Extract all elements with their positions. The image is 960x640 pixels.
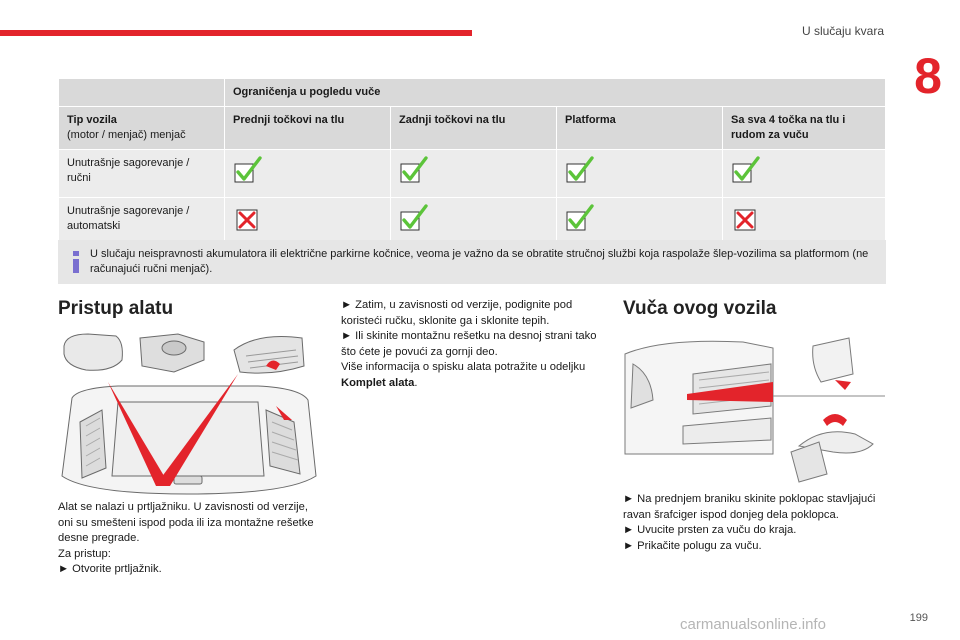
table-row xyxy=(59,198,886,246)
column-header: Prednji točkovi na tlu xyxy=(225,107,391,150)
table-group-header-row xyxy=(59,79,886,107)
mark-cell xyxy=(391,198,557,246)
paragraph xyxy=(341,360,599,391)
mark-cell xyxy=(557,198,723,246)
mark-cell xyxy=(225,198,391,246)
check-icon xyxy=(731,156,761,186)
mark-cell xyxy=(557,150,723,198)
cross-icon xyxy=(233,204,263,234)
vehicle-type-header xyxy=(59,107,225,150)
table-corner-cell xyxy=(59,79,225,107)
tool-access-steps xyxy=(341,298,599,392)
table-group-header: Ograničenja u pogledu vuče xyxy=(225,79,886,107)
mark-cell xyxy=(225,150,391,198)
column-header: Zadnji točkovi na tlu xyxy=(391,107,557,150)
mark-cell xyxy=(723,150,886,198)
check-icon xyxy=(399,156,429,186)
page-number: 199 xyxy=(909,612,928,624)
vehicle-type-subtitle: (motor / menjač) menjač xyxy=(67,129,186,141)
check-icon xyxy=(565,204,595,234)
column-header: Sa sva 4 točka na tlu i rudom za vuču xyxy=(723,107,886,150)
paragraph-text: Više informacija o spisku alata potražite u odeljku xyxy=(341,361,586,374)
table-row xyxy=(59,150,886,198)
mark-cell xyxy=(723,198,886,246)
row-label: Unutrašnje sagorevanje / ručni xyxy=(59,150,225,198)
paragraph: ► Ili skinite montažnu rešetku na desnoj strani tako što ćete je povući za gornji deo. xyxy=(341,330,597,358)
paragraph: ► Prikačite polugu za vuču. xyxy=(623,539,762,552)
tow-ring-illustration xyxy=(623,334,885,484)
check-icon xyxy=(233,156,263,186)
paragraph: Za pristup: xyxy=(58,547,111,560)
heading-towing-vehicle: Vuča ovog vozila xyxy=(623,298,777,319)
paragraph: ► Uvucite prsten za vuču do kraja. xyxy=(623,524,797,537)
chapter-number: 8 xyxy=(914,48,942,104)
table-column-header-row xyxy=(59,107,886,150)
header-accent-bar xyxy=(0,30,472,36)
paragraph: Alat se nalazi u prtljažniku. U zavisnosti od verzije, oni su smešteni ispod poda ili iza montažne rešetke desne pregrade. xyxy=(58,501,314,545)
column-header: Platforma xyxy=(557,107,723,150)
mark-cell xyxy=(391,150,557,198)
paragraph-text: . xyxy=(414,376,418,389)
info-icon xyxy=(70,250,82,274)
paragraph: ► Zatim, u zavisnosti od verzije, podignite pod koristeći ručku, sklonite ga i sklonite tepih. xyxy=(341,299,573,327)
check-icon xyxy=(399,204,429,234)
vehicle-type-title: Tip vozila xyxy=(67,114,117,126)
watermark: carmanualsonline.info xyxy=(680,616,826,633)
check-icon xyxy=(565,156,595,186)
towing-text xyxy=(623,492,885,554)
trunk-tools-illustration xyxy=(58,326,320,496)
tool-access-text xyxy=(58,500,316,578)
section-title: U slučaju kvara xyxy=(801,24,884,38)
paragraph: ► Na prednjem braniku skinite poklopac stavljajući ravan šrafciger ispod donjeg dela poklopca. xyxy=(623,493,876,521)
cross-icon xyxy=(731,204,761,234)
row-label: Unutrašnje sagorevanje / automatski xyxy=(59,198,225,246)
tool-kit-reference[interactable]: Komplet alata xyxy=(341,376,415,389)
heading-tool-access: Pristup alatu xyxy=(58,298,174,319)
info-note xyxy=(58,240,886,284)
paragraph: ► Otvorite prtljažnik. xyxy=(58,563,162,576)
towing-restrictions-table xyxy=(58,78,886,246)
info-text: U slučaju neispravnosti akumulatora ili električne parkirne kočnice, veoma je važno da se obratite stručnoj službi koja raspolaže šlep-vozilima sa platformom (ne računajući ručni menjač). xyxy=(90,248,869,275)
